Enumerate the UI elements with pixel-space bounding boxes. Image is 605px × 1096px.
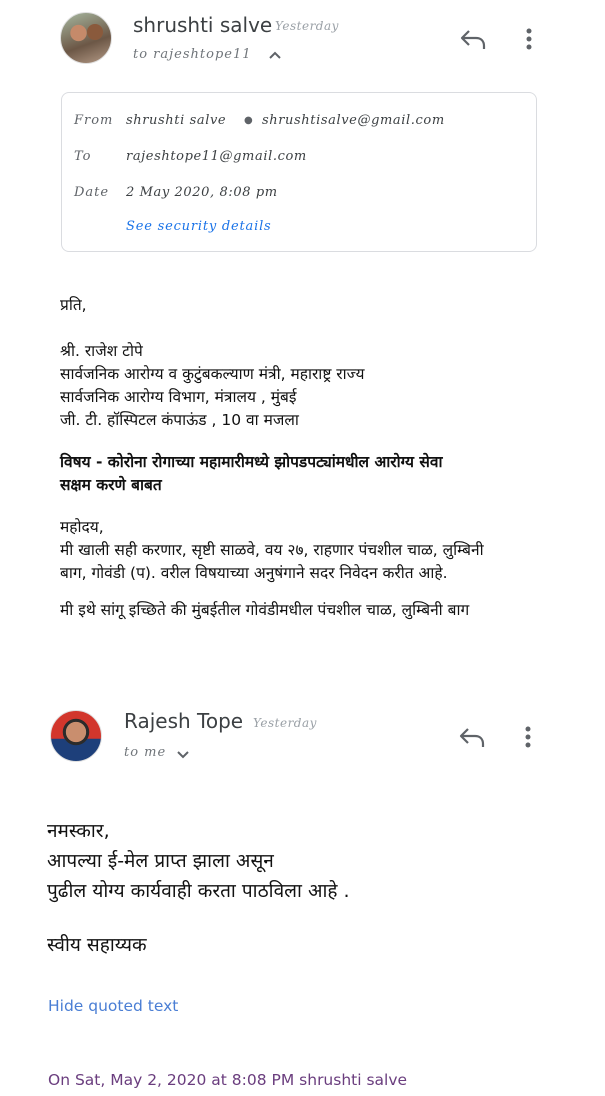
message-time: Yesterday xyxy=(253,716,317,730)
address-line: जी. टी. हॉस्पिटल कंपाऊंड , 10 वा मजला xyxy=(60,411,299,429)
reply-icon[interactable] xyxy=(459,28,487,50)
quoted-header: On Sat, May 2, 2020 at 8:08 PM shrushti salve xyxy=(48,1071,408,1089)
hide-quoted-text-link[interactable]: Hide quoted text xyxy=(48,997,179,1015)
recipients-line[interactable]: to rajeshtope11 xyxy=(133,47,252,62)
reply-line: पुढील योग्य कार्यवाही करता पाठविला आहे . xyxy=(47,880,350,902)
to-label: To xyxy=(74,149,92,164)
message-time: Yesterday xyxy=(275,19,339,33)
sender-name: shrushti salve xyxy=(133,13,273,37)
to-email[interactable]: rajeshtope11@gmail.com xyxy=(126,149,307,164)
paragraph-line: बाग, गोवंडी (प). वरील विषयाच्या अनुषंगाने सदर निवेदन करीत आहे. xyxy=(60,564,448,582)
date-label: Date xyxy=(74,185,110,200)
from-name: shrushti salve xyxy=(126,113,227,128)
message-separator xyxy=(0,660,605,684)
separator-dot: ● xyxy=(244,115,253,126)
address-line: श्री. राजेश टोपे xyxy=(60,342,143,360)
subject-line: सक्षम करणे बाबत xyxy=(60,476,162,494)
paragraph-line: मी इथे सांगू इच्छिते की मुंबईतील गोवंडीमधील पंचशील चाळ, लुम्बिनी बाग xyxy=(60,601,470,619)
message-body xyxy=(60,294,570,622)
subject-line: विषय - कोरोना रोगाच्या महामारीमध्ये झोपडपट्यांमधील आरोग्य सेवा xyxy=(60,453,443,471)
more-vert-icon[interactable] xyxy=(525,27,533,51)
chevron-down-icon[interactable] xyxy=(176,747,190,761)
security-details-link[interactable]: See security details xyxy=(126,219,272,234)
date-value: 2 May 2020, 8:08 pm xyxy=(126,185,278,200)
body-fade-overlay xyxy=(0,636,605,656)
signature: स्वीय सहाय्यक xyxy=(47,934,147,956)
paragraph-line: मी खाली सही करणार, सृष्टी साळवे, वय २७, राहणार पंचशील चाळ, लुम्बिनी xyxy=(60,541,484,559)
greeting: महोदय, xyxy=(60,518,104,536)
chevron-up-icon[interactable] xyxy=(268,48,282,62)
recipients-line[interactable]: to me xyxy=(124,745,167,760)
from-label: From xyxy=(74,113,114,128)
address-line: सार्वजनिक आरोग्य व कुटुंबकल्याण मंत्री, महाराष्ट्र राज्य xyxy=(60,365,365,383)
from-email[interactable]: shrushtisalve@gmail.com xyxy=(262,113,445,128)
more-vert-icon[interactable] xyxy=(524,725,532,749)
reply-line: नमस्कार, xyxy=(47,820,110,842)
reply-icon[interactable] xyxy=(458,726,486,748)
reply-line: आपल्या ई-मेल प्राप्त झाला असून xyxy=(47,850,274,872)
sender-name: Rajesh Tope xyxy=(124,709,244,733)
address-line: सार्वजनिक आरोग्य विभाग, मंत्रालय , मुंबई xyxy=(60,388,297,406)
reply-body xyxy=(47,816,350,906)
message-details-card xyxy=(61,92,537,252)
sender-avatar[interactable] xyxy=(60,12,112,64)
sender-avatar[interactable] xyxy=(50,710,102,762)
salutation: प्रति, xyxy=(60,296,87,314)
